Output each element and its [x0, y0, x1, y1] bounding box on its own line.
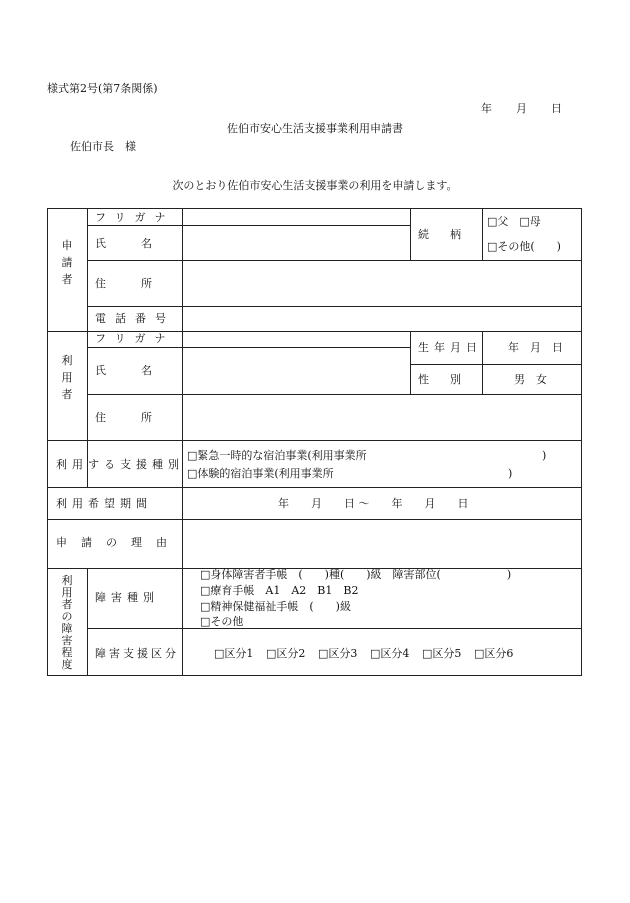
- divider: [482, 332, 483, 394]
- support-class-option[interactable]: □区分2: [266, 647, 306, 660]
- support-class-option[interactable]: □区分1: [214, 647, 254, 660]
- period-value: 年 月 日 〜 年 月 日: [278, 497, 469, 510]
- divider: [482, 209, 483, 260]
- sex-label: 性 別: [418, 373, 466, 386]
- addressee: 佐伯市長 様: [70, 140, 136, 153]
- birthdate-value: 年 月 日: [508, 341, 563, 354]
- user-name-label: 氏 名: [95, 364, 164, 377]
- disability-option-physical[interactable]: □身体障害者手帳 ( )種( )級 障害部位( ): [200, 568, 512, 581]
- support-class-option[interactable]: □区分6: [474, 647, 514, 660]
- applicant-furigana-label: フリガナ: [95, 211, 175, 224]
- divider: [87, 260, 582, 261]
- disability-option-mental[interactable]: □精神保健福祉手帳 ( )級: [200, 600, 351, 613]
- user-address-label: 住 所: [95, 411, 164, 424]
- disability-type-label: 障害種別: [95, 591, 159, 604]
- divider: [87, 209, 88, 487]
- applicant-name-label: 氏 名: [95, 237, 164, 250]
- support-option-emergency[interactable]: □緊急一時的な宿泊事業(利用事業所: [187, 449, 367, 462]
- divider: [410, 209, 411, 260]
- divider: [87, 628, 582, 629]
- page-title: 佐伯市安心生活支援事業利用申請書: [227, 122, 403, 135]
- divider: [410, 332, 411, 394]
- support-option-emergency-close: ): [542, 449, 547, 462]
- support-option-trial[interactable]: □体験的宿泊事業(利用事業所: [187, 467, 334, 480]
- applicant-phone-label: 電話番号: [95, 312, 175, 325]
- divider: [410, 364, 582, 365]
- divider: [48, 487, 582, 488]
- support-class-label: 障害支援区分: [95, 647, 179, 660]
- divider: [48, 519, 582, 520]
- birthdate-label: 生年月日: [418, 341, 482, 354]
- date-year-label: 年: [481, 102, 492, 115]
- support-type-label: 利用する支援種別: [56, 458, 184, 471]
- reason-label: 申請の理由: [56, 536, 181, 549]
- date-month-label: 月: [516, 102, 527, 115]
- user-furigana-label: フリガナ: [95, 332, 175, 345]
- divider: [182, 209, 183, 676]
- sex-value[interactable]: 男 女: [514, 373, 547, 386]
- form-number: 様式第2号(第7条関係): [47, 82, 158, 95]
- applicant-address-label: 住 所: [95, 277, 164, 290]
- support-class-option[interactable]: □区分5: [422, 647, 462, 660]
- disability-section-label: 利用者の障害程度: [61, 574, 73, 671]
- user-section-label: 利用者: [61, 354, 73, 401]
- support-class-option[interactable]: □区分3: [318, 647, 358, 660]
- period-label: 利用希望期間: [56, 497, 152, 510]
- support-option-trial-close: ): [508, 467, 513, 480]
- divider: [87, 568, 88, 676]
- application-form: [47, 208, 582, 676]
- disability-option-other[interactable]: □その他: [200, 615, 244, 628]
- divider: [87, 225, 411, 226]
- relation-label: 続 柄: [418, 228, 466, 241]
- relation-options-other[interactable]: □その他( ): [487, 240, 561, 253]
- divider: [87, 394, 582, 395]
- applicant-section-label: 申請者: [61, 239, 73, 286]
- divider: [87, 306, 582, 307]
- divider: [48, 440, 582, 441]
- disability-option-rehab[interactable]: □療育手帳 A1 A2 B1 B2: [200, 584, 359, 597]
- date-day-label: 日: [551, 102, 562, 115]
- intro-text: 次のとおり佐伯市安心生活支援事業の利用を申請します。: [172, 179, 458, 192]
- relation-options-parent[interactable]: □父 □母: [487, 215, 541, 228]
- support-class-option[interactable]: □区分4: [370, 647, 410, 660]
- divider: [87, 347, 411, 348]
